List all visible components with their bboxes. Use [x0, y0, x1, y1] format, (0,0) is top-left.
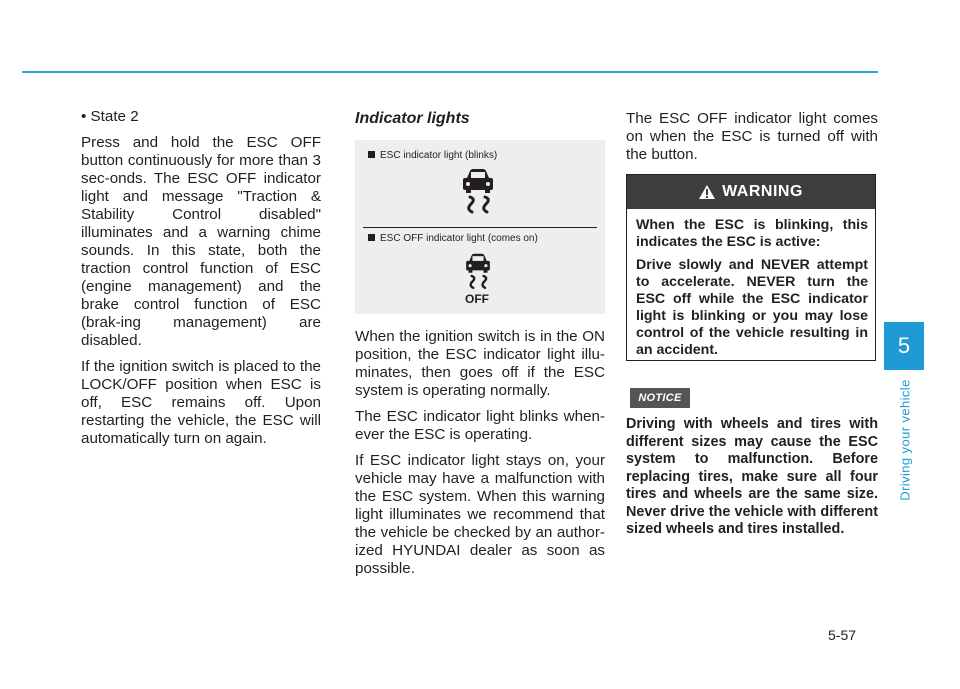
- warning-triangle-icon: [699, 185, 715, 199]
- column-1: [81, 108, 321, 456]
- warning-box: [626, 174, 876, 361]
- chapter-name: [895, 380, 915, 500]
- esc-off-intro: The ESC OFF indicator light comes on when the ESC is turned off with the button.: [626, 110, 878, 163]
- warning-para-2: Drive slowly and NEVER attempt to accelerate. NEVER turn the ESC off while the ESC indicator light is blinking or you may lose control of the vehicle resulting in an accident.: [636, 257, 868, 358]
- indicator-divider: [363, 227, 597, 228]
- bullet-square: [368, 151, 375, 158]
- warning-body: [636, 217, 868, 365]
- indicator-lights-title: Indicator lights: [355, 110, 470, 127]
- esc-indicator-label: [368, 150, 497, 162]
- esc-off-indicator-label: [368, 233, 538, 245]
- lock-off-paragraph: If the ignition switch is placed to the LOCK/OFF position when ESC is off, ESC remains off. Upon restarting the vehicle, the ESC will automatically turn on again.: [81, 358, 321, 447]
- state-2-paragraph: Press and hold the ESC OFF button continuously for more than 3 sec-onds. The ESC OFF indicator light and message "Traction & Stability Control disabled" illuminates and a warning chime sounds. In this state, both the traction control function of ESC (engine management) and the brake control function of ESC (brak-ing management) are disabled.: [81, 134, 321, 349]
- warning-title: WARNING: [722, 183, 803, 200]
- header-rule: [22, 71, 878, 73]
- notice-text: Driving with wheels and tires with different sizes may cause the ESC system to malfunction. Before replacing tires, make sure all four tires and wheels are the same size. Never drive the vehicle with different sized wheels and tires installed.: [626, 416, 878, 537]
- chapter-name-text: Driving your vehicle: [897, 379, 913, 501]
- warning-para-1: When the ESC is blinking, this indicates the ESC is active:: [636, 217, 868, 250]
- bullet-square: [368, 234, 375, 241]
- indicator-panel: [355, 140, 605, 314]
- state-bullet: • State 2: [81, 108, 139, 125]
- notice-badge: NOTICE: [630, 388, 690, 408]
- malfunction-paragraph: If ESC indicator light stays on, your vehicle may have a malfunction with the ESC system. When this warning light illuminates we recommend that the vehicle be checked by an author-ized HYUNDAI dealer as soon as possible.: [355, 452, 605, 577]
- warning-header: [627, 175, 875, 209]
- esc-indicator-label-text: ESC indicator light (blinks): [380, 150, 498, 161]
- esc-car-skid-icon: [458, 168, 498, 218]
- esc-off-indicator-label-text: ESC OFF indicator light (comes on): [380, 233, 538, 244]
- chapter-tab: 5: [884, 322, 924, 370]
- esc-off-car-skid-icon: [462, 253, 494, 291]
- page-number: 5-57: [828, 627, 857, 643]
- ignition-on-paragraph: When the ignition switch is in the ON position, the ESC indicator light illu-minates, then goes off if the ESC system is operating normally.: [355, 328, 605, 399]
- off-icon-text: OFF: [465, 292, 489, 306]
- blinks-paragraph: The ESC indicator light blinks when-ever the ESC is operating.: [355, 408, 605, 443]
- column-2-text: [355, 328, 605, 586]
